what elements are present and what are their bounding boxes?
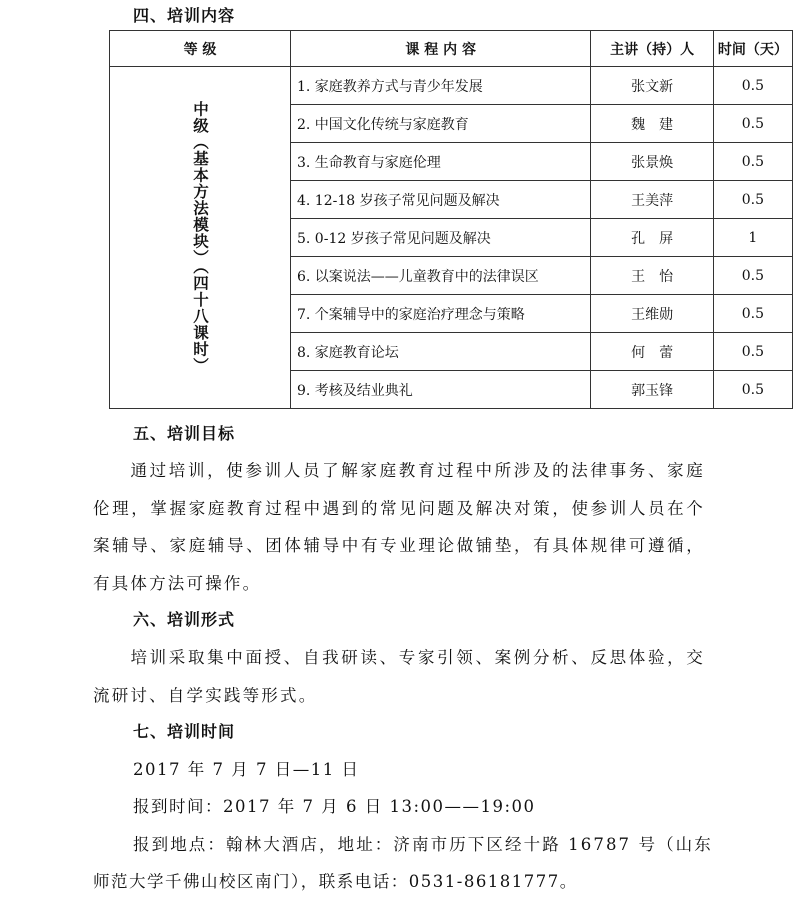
- lecturer-cell: 王维勋: [591, 295, 713, 333]
- time-cell: 0.5: [713, 105, 792, 143]
- section6-body: [93, 639, 705, 714]
- checkin-place-line2: 师范大学千佛山校区南门），联系电话：0531-86181777。: [93, 872, 578, 891]
- time-cell: 0.5: [713, 143, 792, 181]
- level-cell: [110, 67, 291, 409]
- lecturer-cell: 魏 建: [591, 105, 713, 143]
- header-course: 课 程 内 容: [291, 31, 591, 67]
- course-cell: 6. 以案说法——儿童教育中的法律误区: [291, 257, 591, 295]
- checkin-time: 报到时间：2017 年 7 月 6 日 13:00——19:00: [133, 797, 536, 816]
- section5-body: [93, 452, 705, 602]
- section7-heading: 七、培训时间: [133, 722, 236, 741]
- checkin-place-line1: 报到地点：翰林大酒店，地址：济南市历下区经十路 16787 号（山东: [133, 835, 713, 854]
- section6-text: 培训采取集中面授、自我研读、专家引领、案例分析、反思体验，交流研讨、自学实践等形式。: [93, 648, 705, 705]
- course-cell: 4. 12-18 岁孩子常见问题及解决: [291, 181, 591, 219]
- time-cell: 0.5: [713, 371, 792, 409]
- table-header-row: [110, 31, 793, 67]
- lecturer-cell: 张文新: [591, 67, 713, 105]
- lecturer-cell: 王 怡: [591, 257, 713, 295]
- section5-heading: 五、培训目标: [133, 424, 236, 443]
- section6-heading: 六、培训形式: [133, 610, 236, 629]
- header-level: 等 级: [110, 31, 291, 67]
- time-cell: 0.5: [713, 67, 792, 105]
- course-cell: 1. 家庭教养方式与青少年发展: [291, 67, 591, 105]
- course-cell: 3. 生命教育与家庭伦理: [291, 143, 591, 181]
- header-lecturer: 主讲（持）人: [591, 31, 713, 67]
- header-time: 时间（天）: [713, 31, 792, 67]
- table-row: [110, 67, 793, 105]
- lecturer-cell: 何 蕾: [591, 333, 713, 371]
- time-cell: 1: [713, 219, 792, 257]
- course-cell: 5. 0-12 岁孩子常见问题及解决: [291, 219, 591, 257]
- section5-text: 通过培训，使参训人员了解家庭教育过程中所涉及的法律事务、家庭伦理，掌握家庭教育过程中遇到的常见问题及解决对策，使参训人员在个案辅导、家庭辅导、团体辅导中有专业理论做铺垫，有具体规律可遵循，有具体方法可操作。: [93, 461, 705, 593]
- section4-heading: 四、培训内容: [133, 6, 236, 25]
- course-cell: 8. 家庭教育论坛: [291, 333, 591, 371]
- level-label: 中级（基本方法模块）（四十八课时）: [191, 101, 209, 374]
- time-cell: 0.5: [713, 181, 792, 219]
- course-cell: 9. 考核及结业典礼: [291, 371, 591, 409]
- time-cell: 0.5: [713, 295, 792, 333]
- training-dates: 2017 年 7 月 7 日—11 日: [133, 760, 360, 779]
- time-cell: 0.5: [713, 257, 792, 295]
- lecturer-cell: 张景焕: [591, 143, 713, 181]
- course-cell: 7. 个案辅导中的家庭治疗理念与策略: [291, 295, 591, 333]
- lecturer-cell: 郭玉锋: [591, 371, 713, 409]
- lecturer-cell: 孔 屏: [591, 219, 713, 257]
- lecturer-cell: 王美萍: [591, 181, 713, 219]
- course-table: [109, 30, 793, 409]
- course-cell: 2. 中国文化传统与家庭教育: [291, 105, 591, 143]
- time-cell: 0.5: [713, 333, 792, 371]
